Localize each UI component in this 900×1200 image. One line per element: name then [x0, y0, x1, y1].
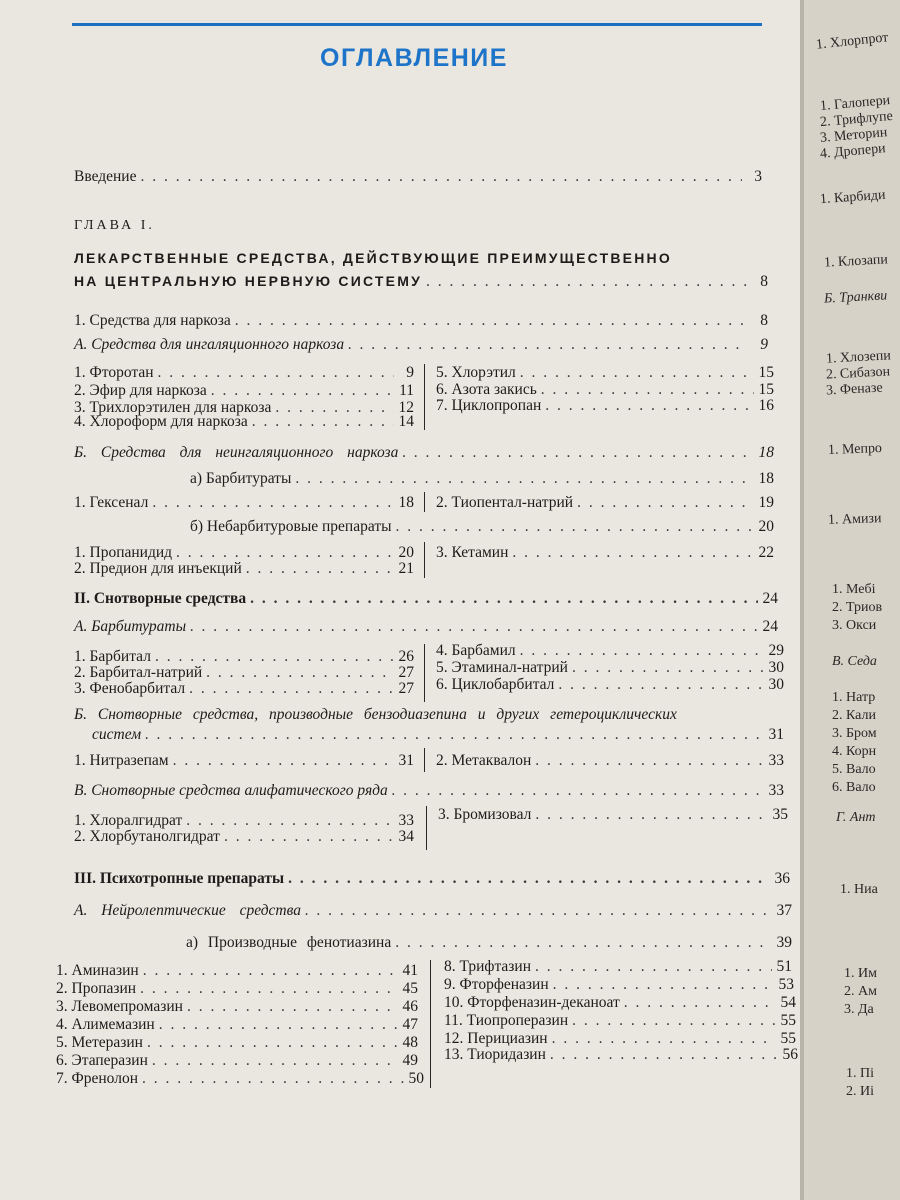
toc-subsection-1b-a: а) Барбитураты . . . 18: [190, 470, 774, 488]
next-page-line: 2. Сибазон: [825, 364, 891, 383]
toc-item: 6. Азота закись . . . 15: [436, 381, 774, 399]
next-page-line: 2. Триов: [832, 600, 883, 615]
next-page-line: 3. Феназе: [825, 380, 884, 399]
toc-entry-intro: Введение . . . 3: [74, 168, 762, 186]
toc-item: 1. Барбитал . . . 26: [74, 648, 414, 666]
next-page-line: 1. Им: [844, 966, 877, 981]
next-page-line: 1. Галопери: [819, 92, 891, 115]
toc-item: 10. Фторфеназин-деканоат . . . 54: [444, 994, 796, 1012]
column-divider: [430, 960, 431, 1088]
toc-section-2: II. Снотворные средства . . . 24: [74, 590, 778, 608]
toc-subsection-2a: А. Барбитураты . . . 24: [74, 618, 778, 636]
page-title: ОГЛАВЛЕНИЕ: [320, 44, 508, 72]
top-rule: [72, 23, 762, 26]
toc-item: 1. Фторотан . . . 9: [74, 364, 414, 382]
next-page-line: 3. Меторин: [819, 125, 888, 146]
next-page-line: В. Седа: [832, 654, 877, 669]
next-page-line: 3. Окси: [832, 618, 877, 633]
page-edge: [800, 0, 804, 1200]
toc-item: 4. Алимемазин . . . 47: [56, 1016, 418, 1034]
toc-item: 3. Бромизовал . . . 35: [438, 806, 788, 824]
chapter-heading-line1: ЛЕКАРСТВЕННЫЕ СРЕДСТВА, ДЕЙСТВУЮЩИЕ ПРЕИМУЩЕСТВЕННО: [74, 250, 672, 266]
next-page-line: 3. Бром: [832, 726, 877, 741]
toc-subsection-1b-b: б) Небарбитуровые препараты . . . 20: [190, 518, 774, 536]
toc-item: 6. Этаперазин . . . 49: [56, 1052, 418, 1070]
toc-item: 2. Пропазин . . . 45: [56, 980, 418, 998]
next-page-line: 2. Кали: [832, 708, 876, 723]
toc-item: 4. Барбамил . . . 29: [436, 642, 784, 660]
next-page-line: 2. Ам: [844, 984, 877, 999]
toc-subsection-1b: Б. Средства для неингаляционного наркоза . . . 18: [74, 444, 774, 462]
toc-item: 6. Циклобарбитал . . . 30: [436, 676, 784, 694]
toc-item: 3. Трихлорэтилен для наркоза . . . 12: [74, 399, 414, 417]
toc-item: 7. Френолон . . . 50: [56, 1070, 424, 1088]
toc-item: 5. Хлорэтил . . . 15: [436, 364, 774, 382]
toc-item: 3. Левомепромазин . . . 46: [56, 998, 418, 1016]
next-page-line: 1. Натр: [832, 690, 876, 705]
toc-item: 13. Тиоридазин . . . 56: [444, 1046, 798, 1064]
toc-item: 2. Тиопентал-натрий . . . 19: [436, 494, 774, 512]
toc-subsection-3a-a: а) Производные фенотиазина . . . 39: [186, 934, 792, 952]
next-page-line: 1. Мебі: [832, 582, 876, 597]
toc-item: 2. Предион для инъекций . . . 21: [74, 560, 414, 578]
next-page-line: 3. Да: [844, 1002, 874, 1017]
next-page-line: 1. Мепро: [827, 441, 883, 458]
toc-item: 1. Аминазин . . . 41: [56, 962, 418, 980]
toc-item: 4. Хлороформ для наркоза . . . 14: [74, 413, 414, 431]
next-page-line: 1. Ниа: [840, 882, 878, 897]
next-page-line: 4. Дропери: [819, 141, 887, 162]
chapter-heading-line2: НА ЦЕНТРАЛЬНУЮ НЕРВНУЮ СИСТЕМУ . . . 8: [74, 272, 768, 291]
next-page-line: 2. Иі: [846, 1084, 874, 1099]
next-page-line: 5. Вало: [832, 762, 876, 777]
next-page-line: 1. Клозапи: [823, 252, 889, 271]
chapter-label: ГЛАВА I.: [74, 218, 155, 233]
toc-item: 11. Тиопроперазин . . . 55: [444, 1012, 796, 1030]
toc-item: 2. Метаквалон . . . 33: [436, 752, 784, 770]
toc-section-3: III. Психотропные препараты . . . 36: [74, 870, 790, 888]
column-divider: [426, 806, 427, 850]
next-page-line: 1. Хлозепи: [825, 348, 892, 367]
toc-subsection-1a: А. Средства для ингаляционного наркоза . . . 9: [74, 336, 768, 354]
next-page-line: Б. Транкви: [823, 288, 888, 307]
toc-subsection-2b-line2: систем . . . 31: [92, 726, 784, 744]
next-page-line: 1. Карбиди: [819, 187, 887, 208]
toc-subsection-2b-line1: Б. Снотворные средства, производные бензодиазепина и других гетероциклических: [74, 706, 677, 723]
column-divider: [424, 542, 425, 578]
next-page-line: 1. Хлорпрот: [815, 30, 890, 53]
toc-item: 2. Хлорбутанолгидрат . . . 34: [74, 828, 414, 846]
toc-item: 9. Фторфеназин . . . 53: [444, 976, 794, 994]
column-divider: [424, 644, 425, 702]
toc-item: 2. Эфир для наркоза . . . 11: [74, 382, 414, 400]
adjacent-page: [800, 0, 900, 1200]
toc-item: 1. Хлоралгидрат . . . 33: [74, 812, 414, 830]
toc-item: 3. Кетамин . . . 22: [436, 544, 774, 562]
next-page-line: Г. Ант: [836, 810, 876, 825]
toc-section-1: 1. Средства для наркоза . . . 8: [74, 312, 768, 330]
toc-subsection-3a: А. Нейролептические средства . . . 37: [74, 902, 792, 920]
toc-item: 2. Барбитал-натрий . . . 27: [74, 664, 414, 682]
toc-item: 1. Пропанидид . . . 20: [74, 544, 414, 562]
toc-subsection-2c: В. Снотворные средства алифатического ряда . . . 33: [74, 782, 784, 800]
next-page-line: 2. Трифлупе: [819, 108, 894, 131]
column-divider: [424, 748, 425, 772]
next-page-line: 1. Пі: [846, 1066, 874, 1081]
column-divider: [424, 364, 425, 430]
toc-item: 1. Гексенал . . . 18: [74, 494, 414, 512]
toc-item: 5. Этаминал-натрий . . . 30: [436, 659, 784, 677]
column-divider: [424, 492, 425, 512]
toc-item: 5. Метеразин . . . 48: [56, 1034, 418, 1052]
toc-item: 3. Фенобарбитал . . . 27: [74, 680, 414, 698]
toc-item: 12. Перициазин . . . 55: [444, 1030, 796, 1048]
toc-item: 8. Трифтазин . . . 51: [444, 958, 792, 976]
next-page-line: 6. Вало: [832, 780, 876, 795]
next-page-line: 4. Корн: [832, 744, 877, 759]
next-page-line: 1. Амизи: [827, 511, 882, 528]
toc-item: 7. Циклопропан . . . 16: [436, 397, 774, 415]
toc-item: 1. Нитразепам . . . 31: [74, 752, 414, 770]
